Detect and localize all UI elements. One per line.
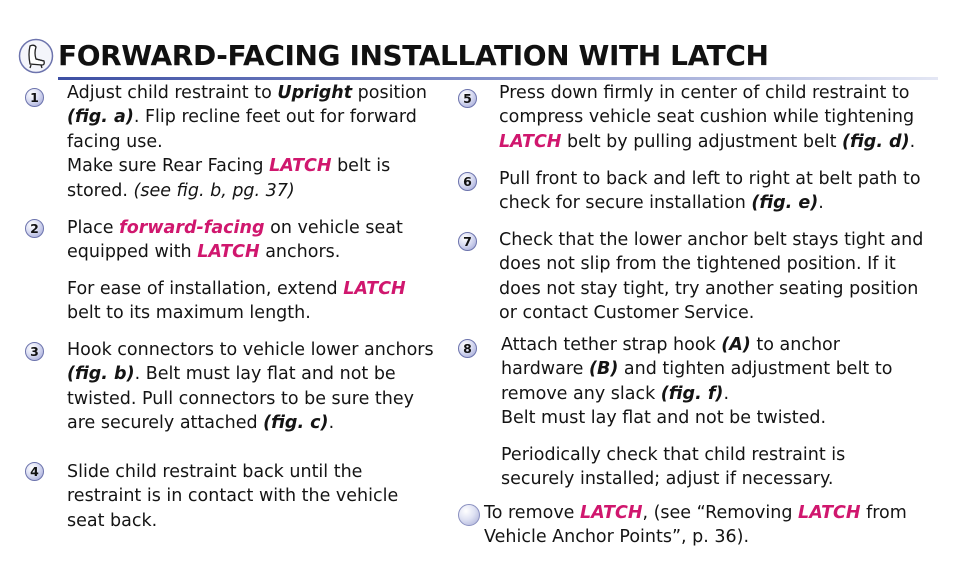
step-4-text: Slide child restraint back until the restraint is in contact with the vehicle seat back. bbox=[67, 462, 399, 531]
step-4 bbox=[67, 460, 437, 533]
step-5-text: Press down firmly in center of child restraint to compress vehicle seat cushion while tightening LATCH belt by pulling adjustment belt (fig. d). bbox=[499, 83, 916, 152]
step-8 bbox=[501, 333, 921, 491]
step-2 bbox=[67, 216, 437, 326]
removal-note-text: To remove LATCH, (see “Removing LATCH from Vehicle Anchor Points”, p. 36). bbox=[484, 503, 907, 548]
step-1-text: Adjust child restraint to Upright position (fig. a). Flip recline feet out for forward facing use. bbox=[67, 83, 427, 152]
step-number-3: 3 bbox=[25, 342, 44, 361]
step-3-text: Hook connectors to vehicle lower anchors (fig. b). Belt must lay flat and not be twisted. Pull connectors to be sure they are securely attached (fig. c). bbox=[67, 340, 434, 434]
removal-note bbox=[484, 501, 924, 550]
title-underline bbox=[58, 77, 938, 80]
step-7-text: Check that the lower anchor belt stays tight and does not slip from the tightened position. If it does not stay tight, try another seating position or contact Customer Service. bbox=[499, 230, 924, 324]
step-8-check: Periodically check that child restraint is securely installed; adjust if necessary. bbox=[501, 444, 846, 490]
page-header bbox=[18, 36, 938, 82]
step-number-5: 5 bbox=[458, 89, 477, 108]
step-number-8: 8 bbox=[458, 339, 477, 358]
step-1-note: Make sure Rear Facing LATCH belt is stored. (see fig. b, pg. 37) bbox=[67, 156, 391, 201]
step-8-note: Belt must lay flat and not be twisted. bbox=[501, 408, 827, 429]
step-6-text: Pull front to back and left to right at belt path to check for secure installation (fig. e). bbox=[499, 169, 921, 214]
step-number-4: 4 bbox=[25, 462, 44, 481]
step-3 bbox=[67, 338, 437, 436]
step-7 bbox=[499, 228, 929, 326]
step-6 bbox=[499, 167, 929, 216]
step-number-2: 2 bbox=[25, 219, 44, 238]
step-2-text: Place forward-facing on vehicle seat equipped with LATCH anchors. bbox=[67, 218, 403, 263]
note-bullet-icon bbox=[458, 504, 480, 526]
step-number-7: 7 bbox=[458, 232, 477, 251]
step-8-text: Attach tether strap hook (A) to anchor hardware (B) and tighten adjustment belt to remove any slack (fig. f). bbox=[501, 335, 893, 404]
step-5 bbox=[499, 81, 929, 154]
step-number-6: 6 bbox=[458, 172, 477, 191]
car-seat-icon bbox=[18, 38, 54, 74]
page-title: FORWARD-FACING INSTALLATION WITH LATCH bbox=[58, 39, 769, 72]
step-number-1: 1 bbox=[25, 88, 44, 107]
step-1 bbox=[67, 81, 445, 203]
step-2-note: For ease of installation, extend LATCH belt to its maximum length. bbox=[67, 278, 406, 324]
